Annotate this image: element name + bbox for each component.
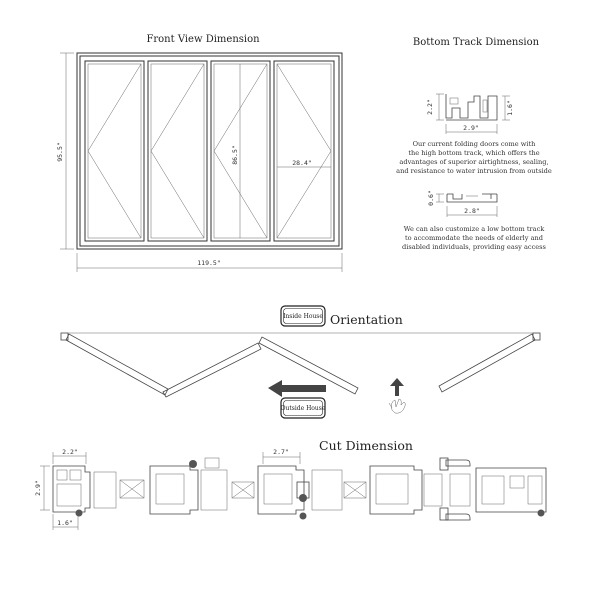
bottom-track-title: Bottom Track Dimension bbox=[412, 37, 540, 48]
svg-text:2.9": 2.9" bbox=[34, 480, 42, 496]
svg-text:the high bottom track, which o: the high bottom track, which offers the bbox=[408, 149, 540, 157]
svg-text:Outside House: Outside House bbox=[280, 405, 326, 412]
svg-text:2.2": 2.2" bbox=[62, 448, 78, 456]
profile-section-right bbox=[476, 468, 546, 517]
high-track-profile bbox=[426, 94, 514, 134]
profile-section-left bbox=[53, 466, 144, 517]
low-track-width: 2.8" bbox=[464, 207, 480, 215]
door-panel bbox=[148, 61, 207, 241]
cut-left-bottom-dimension bbox=[53, 514, 78, 530]
high-track-height-left: 2.2" bbox=[426, 99, 434, 115]
cut-mid-width-dimension bbox=[263, 448, 300, 464]
front-view-frame bbox=[77, 53, 342, 249]
up-arrow-icon bbox=[390, 378, 404, 396]
svg-text:Inside House: Inside House bbox=[283, 313, 323, 320]
cut-left-width-dimension bbox=[53, 448, 86, 464]
svg-text:Our current folding doors come: Our current folding doors come with bbox=[412, 140, 536, 148]
left-arrow-icon bbox=[268, 380, 326, 397]
front-width-label: 119.5" bbox=[197, 259, 221, 267]
cut-left-height-dimension bbox=[34, 466, 50, 510]
front-height-label: 95.5" bbox=[56, 142, 64, 162]
svg-text:2.7": 2.7" bbox=[273, 448, 289, 456]
panel-width-label: 28.4" bbox=[292, 159, 312, 167]
hand-pointer-icon bbox=[389, 399, 405, 413]
low-track-profile bbox=[427, 190, 497, 217]
orientation-title: Orientation bbox=[330, 312, 403, 327]
inner-height-label: 86.5" bbox=[231, 145, 239, 165]
svg-text:We can also customize a low bo: We can also customize a low bottom track bbox=[403, 225, 545, 233]
front-view-title: Front View Dimension bbox=[146, 34, 260, 45]
low-track-height: 0.6" bbox=[427, 190, 435, 206]
svg-text:1.6": 1.6" bbox=[57, 519, 73, 527]
low-track-description bbox=[402, 225, 547, 251]
front-width-dimension bbox=[77, 253, 342, 272]
profile-section-3 bbox=[258, 466, 366, 520]
high-track-width: 2.9" bbox=[463, 124, 479, 132]
svg-text:disabled individuals, providin: disabled individuals, providing easy access bbox=[402, 243, 546, 251]
svg-text:advantages of superior airtigh: advantages of superior airtightness, sealing, bbox=[399, 158, 549, 166]
profile-section-2 bbox=[150, 458, 254, 514]
svg-text:to accommodate the needs of el: to accommodate the needs of elderly and bbox=[404, 234, 544, 242]
door-panel bbox=[274, 61, 334, 241]
front-height-dimension bbox=[56, 53, 74, 249]
high-track-height-right: 1.6" bbox=[506, 100, 514, 116]
door-panel bbox=[85, 61, 144, 241]
inside-house-badge bbox=[281, 306, 325, 326]
cut-dimension-title: Cut Dimension bbox=[319, 438, 413, 453]
door-panel bbox=[211, 61, 270, 241]
high-track-description bbox=[396, 140, 552, 175]
svg-text:and resistance to water intrus: and resistance to water intrusion from outside bbox=[396, 167, 552, 175]
outside-house-badge bbox=[281, 398, 326, 418]
profile-section-4 bbox=[370, 458, 470, 520]
